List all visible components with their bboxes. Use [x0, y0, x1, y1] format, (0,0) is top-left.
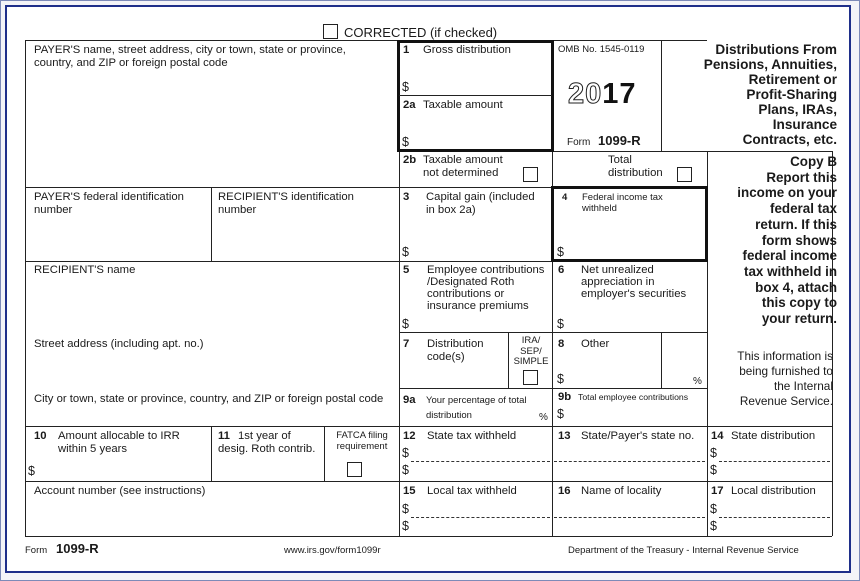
box4-dollar: $: [557, 245, 564, 259]
box14-dollar-1: $: [710, 446, 717, 460]
box15-label: 15 Local tax withheld: [403, 485, 517, 497]
grid-divider: [211, 426, 212, 481]
box17-divider: [719, 517, 830, 518]
box10-dollar: $: [28, 464, 35, 478]
omb-number: OMB No. 1545-0119: [558, 44, 645, 55]
street-address-label: Street address (including apt. no.): [34, 338, 204, 350]
total-distribution-label: Total distribution: [608, 154, 663, 179]
box12-dollar-1: $: [402, 446, 409, 460]
grid-divider: [211, 187, 212, 261]
box17-dollar-2: $: [710, 519, 717, 533]
grid-bottom: [25, 536, 832, 537]
grid-left: [25, 40, 26, 536]
fatca-checkbox[interactable]: [347, 462, 362, 477]
footer-url[interactable]: www.irs.gov/form1099r: [284, 545, 381, 556]
box12-dollar-2: $: [402, 463, 409, 477]
grid-divider: [324, 426, 325, 481]
box2b-not-determined-checkbox[interactable]: [523, 167, 538, 182]
box16-label: 16 Name of locality: [558, 485, 662, 497]
box2b-label: 2b Taxable amount not determined: [403, 154, 503, 179]
box15-dollar-1: $: [402, 502, 409, 516]
box7-label: 7 Distribution code(s): [403, 338, 484, 363]
box4-label: 4 Federal income tax withheld: [562, 192, 663, 214]
box2a-label: 2a Taxable amount: [403, 99, 503, 111]
payer-fed-id-label: PAYER'S federal identification number: [34, 191, 184, 216]
grid-line: [399, 95, 552, 96]
grid-line: [25, 426, 832, 427]
box8-percent: %: [693, 376, 702, 387]
box17-label: 17 Local distribution: [711, 485, 816, 497]
omb-form-word: Form: [567, 137, 591, 148]
account-number-label: Account number (see instructions): [34, 485, 206, 497]
copy-b-instructions: Copy B Report this income on your federal tax return. If this form shows federal income tax withheld in box 4, attach this copy to your return.: [737, 154, 837, 327]
box15-divider: [411, 517, 550, 518]
irs-info-notice: This information is being furnished to the Internal Revenue Service.: [737, 349, 833, 408]
box12-divider: [411, 461, 550, 462]
box9a-label: 9a Your percentage of total distribution: [403, 394, 527, 421]
box6-label: 6 Net unrealized appreciation in employer's securities: [558, 264, 687, 300]
grid-line: [399, 388, 707, 389]
city-label: City or town, state or province, country, and ZIP or foreign postal code: [34, 393, 384, 405]
box5-label: 5 Employee contributions /Designated Roth contributions or insurance premiums: [403, 264, 545, 312]
box1-dollar: $: [402, 80, 409, 94]
footer-form-name: 1099-R: [56, 541, 99, 556]
box11-label: 11 1st year of desig. Roth contrib.: [218, 430, 316, 455]
grid-line: [25, 481, 832, 482]
box16-divider: [554, 517, 705, 518]
payer-name-label: PAYER'S name, street address, city or town, state or province, country, and ZIP or foreign postal code: [34, 44, 346, 69]
box2a-dollar: $: [402, 135, 409, 149]
box8-dollar: $: [557, 372, 564, 386]
box13-label: 13 State/Payer's state no.: [558, 430, 695, 442]
corrected-label: CORRECTED (if checked): [344, 25, 498, 40]
box13-divider: [554, 461, 705, 462]
corrected-checkbox[interactable]: [323, 24, 338, 39]
recipient-name-label: RECIPIENT'S name: [34, 264, 136, 276]
box10-label: 10 Amount allocable to IRR within 5 years: [34, 430, 180, 455]
grid-line: [707, 151, 832, 152]
box9b-label: 9b Total employee contributions: [558, 391, 689, 403]
omb-form-name: 1099-R: [598, 133, 641, 148]
footer-form-word: Form: [25, 545, 48, 556]
ira-sep-simple-label: IRA/ SEP/ SIMPLE: [513, 335, 549, 367]
box9a-percent: %: [539, 412, 548, 423]
box17-dollar-1: $: [710, 502, 717, 516]
footer-department: Department of the Treasury - Internal Revenue Service: [568, 545, 799, 556]
box3-dollar: $: [402, 245, 409, 259]
box14-divider: [719, 461, 830, 462]
box14-dollar-2: $: [710, 463, 717, 477]
box15-dollar-2: $: [402, 519, 409, 533]
box9b-dollar: $: [557, 407, 564, 421]
box6-dollar: $: [557, 317, 564, 331]
ira-sep-simple-checkbox[interactable]: [523, 370, 538, 385]
box5-dollar: $: [402, 317, 409, 331]
grid-divider: [661, 332, 662, 388]
box1-label: 1 Gross distribution: [403, 44, 511, 56]
grid-divider: [661, 40, 662, 151]
box8-label: 8 Other: [558, 338, 610, 350]
box12-label: 12 State tax withheld: [403, 430, 517, 442]
box14-label: 14 State distribution: [711, 430, 816, 442]
grid-top: [25, 40, 707, 41]
total-distribution-checkbox[interactable]: [677, 167, 692, 182]
form-title: Distributions From Pensions, Annuities, Retirement or Profit-Sharing Plans, IRAs, Insurance Contracts, etc.: [703, 42, 837, 147]
tax-year: 2017: [568, 78, 637, 110]
fatca-label: FATCA filing requirement: [336, 430, 388, 452]
recipient-id-label: RECIPIENT'S identification number: [218, 191, 354, 216]
box3-label: 3 Capital gain (included in box 2a): [403, 191, 535, 216]
